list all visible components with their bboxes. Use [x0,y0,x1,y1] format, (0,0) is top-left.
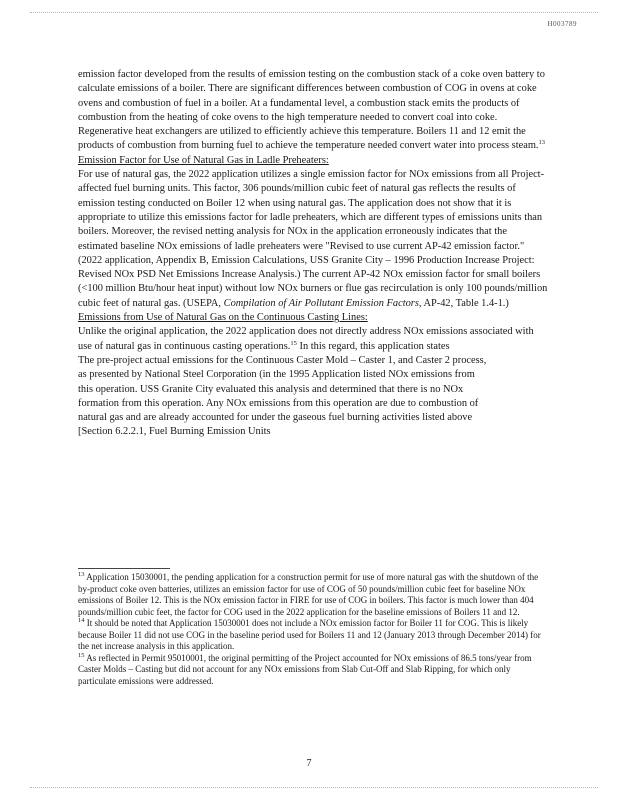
paragraph-continuous-casting [78,325,548,354]
footnote-text: Application 15030001, the pending application for a construction permit for use of more natural gas with the shutdown of the by-product coke oven batteries, utilizes an emission factor for use of COG of 50 pounds/million cubic feet for baseline NOx emissions of Boiler 12. This is the NOx emission factor in FIRE for use of COG in boilers. This factor is much lower than 404 pounds/million cubic feet, the factor for COG used in the 2022 application for the baseline emissions of Boilers 11 and 12. [78,572,539,617]
footnote-number: 14 [78,617,85,624]
footnote-14 [78,618,548,653]
paragraph-text-end: , AP-42, Table 1.4-1.) [418,297,509,309]
block-quote: The pre-project actual emissions for the Continuous Caster Mold – Caster 1, and Caster 2 process, as presented by National Steel Corporation (in the 1995 Application listed NOx emissions from this operation. USS Granite City evaluated this analysis and determined that there is no NOx formation from this operation. Any NOx emissions from this operation are due to combustion of natural gas and are already accounted for under the gaseous fuel burning activities listed above [Section 6.2.2.1, Fuel Burning Emission Units [78,354,487,438]
heading-continuous-casting: Emissions from Use of Natural Gas on the Continuous Casting Lines: [78,312,368,324]
paragraph-text: emission factor developed from the results of emission testing on the combustion stack of a coke oven battery to calculate emissions of a boiler. There are significant differences between combustion of COG in ovens at coke ovens and combustion of fuel in a boiler. At a fundamental level, a combustion stack emits the products of combustion from the heating of coke ovens to the high temperature needed to convert coal into coke. Regenerative heat exchangers are utilized to efficiently achieve this temperature. Boilers 11 and 12 emit the products of combustion from burning fuel to achieve the temperature needed convert water into process steam. [78,69,545,152]
footnote-text: It should be noted that Application 15030001 does not include a NOx emission factor for Boiler 11 for COG. This is likely because Boiler 11 did not use COG in the baseline period used for Boilers 11 and 12 (January 2013 through December 2014) for the net increase analysis in this application. [78,618,541,651]
scan-artifact-top [30,12,598,13]
paragraph-ladle-preheaters [78,168,548,311]
heading-ladle-preheaters: Emission Factor for Use of Natural Gas in Ladle Preheaters: [78,154,329,166]
body-text [78,68,548,440]
footnotes [78,572,548,687]
footnote-ref-15: 15 [290,339,297,347]
paragraph-text: For use of natural gas, the 2022 application utilizes a single emission factor for NOx emissions from all Project-affected fuel burning units. This factor, 306 pounds/million cubic feet of natural gas reflects the results of emission testing conducted on Boiler 12 when using natural gas. The application does not show that it is appropriate to utilize this emissions factor for ladle preheaters, which are different types of emissions units than boilers. Moreover, the revised netting analysis for NOx in the application erroneously indicates that the estimated baseline NOx emissions of ladle preheaters were "Revised to use current AP-42 emission factor." (2022 application, Appendix B, Emission Calculations, USS Granite City – 1996 Production Increase Project: Revised NOx PSD Net Emissions Increase Analysis.) The current AP-42 NOx emission factor for small boilers (<100 million Btu/hour heat input) without low NOx burners or flue gas recirculation is only 100 pounds/million cubic feet of natural gas. (USEPA, [78,169,548,309]
footnote-text: As reflected in Permit 95010001, the original permitting of the Project accounted for NOx emissions of 86.5 tons/year from Caster Molds – Casting but did not account for any NOx emissions from Slab Cut-Off and Slab Ripping, for which only particulate emissions were addressed. [78,652,532,686]
document-id: H003789 [547,20,577,28]
paragraph-text: Unlike the original application, the 2022 application does not directly address NOx emissions associated with use of natural gas in continuous casting operations. [78,326,534,352]
footnote-15 [78,653,548,688]
footnote-13 [78,572,548,618]
footnote-divider [78,568,170,569]
footnote-number: 13 [78,571,85,578]
footnote-number: 15 [78,651,85,659]
paragraph-text-end: In this regard, this application states [296,340,450,352]
paragraph-coke-oven-factor [78,68,548,154]
footnote-ref-13: 13 [538,139,545,147]
page-number: 7 [306,758,312,769]
citation-title: Compilation of Air Pollutant Emission Factors [223,297,419,309]
scan-artifact-bottom [30,787,598,788]
